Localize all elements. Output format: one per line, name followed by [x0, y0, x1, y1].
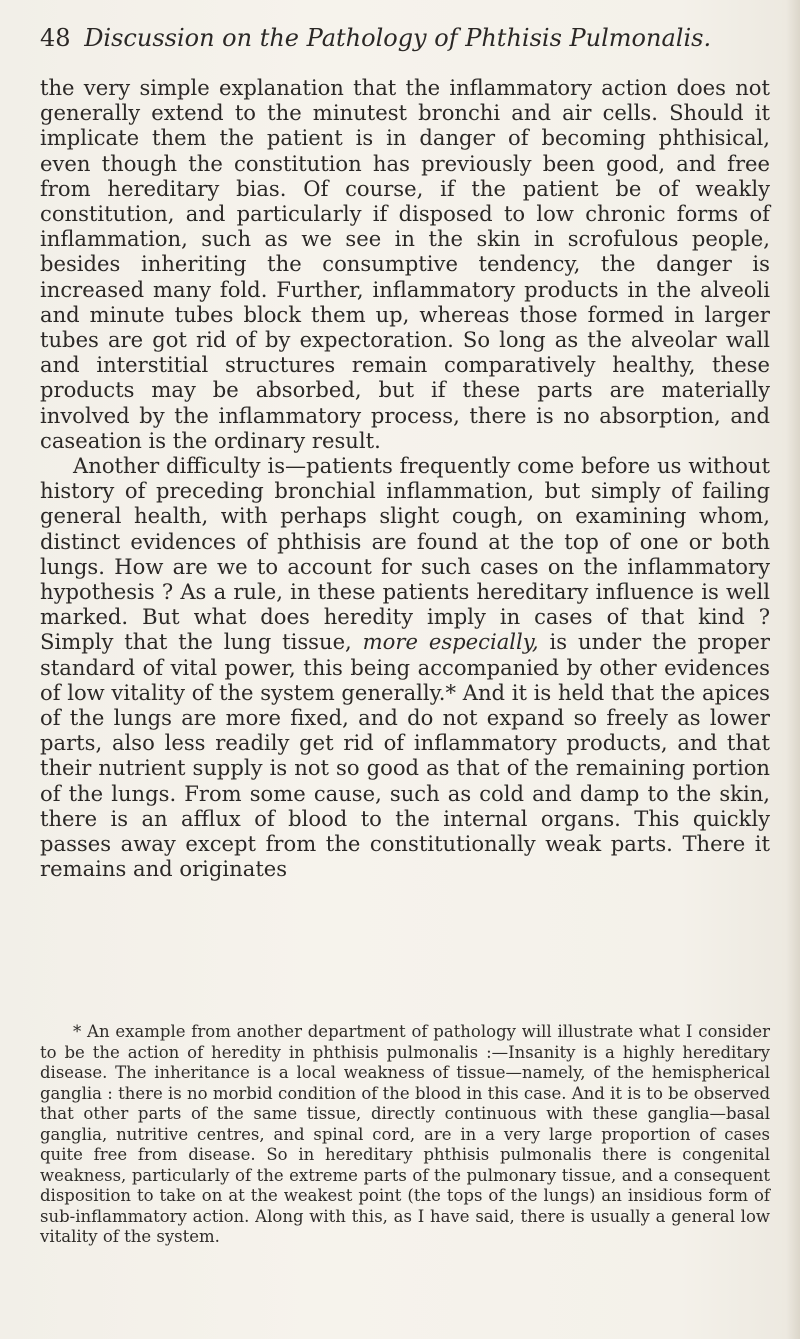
paragraph-continuation: the very simple explanation that the inflammatory action does not generally extend to the minutest bronchi and air cells. Should it implicate them the patient is in danger of becoming phthisical, even though the constitution has previously been good, and free from hereditary bias. Of course, if the patient be of weakly constitution, and particularly if disposed to low chronic forms of inflammation, such as we see in the skin in scrofulous people, besides inheriting the consumptive tendency, the danger is increased many fold. Further, inflammatory products in the alveoli and minute tubes block them up, whereas those formed in larger tubes are got rid of by expectoration. So long as the alveolar wall and interstitial structures remain comparatively healthy, these products may be absorbed, but if these parts are materially involved by the inflammatory process, there is no absorption, and caseation is the ordinary result.: [40, 75, 770, 453]
paragraph-text-part-2: is under the proper standard of vital power, this being accompanied by other evidences of low vitality of the system generally.* And it is held that the apices of the lungs are more fixed, and do not expand so freely as lower parts, also less readily get rid of inflammatory products, and that their nutrient supply is not so good as that of the remaining portion of the lungs. From some cause, such as cold and damp to the skin, there is an afflux of blood to the internal organs. This quickly passes away except from the constitutionally weak parts. There it remains and originates: [40, 629, 770, 882]
paragraph-text-part-1: Another difficulty is—patients frequently come before us without history of preceding bronchial inflammation, but simply of failing general health, with perhaps slight cough, on examining whom, distinct evidences of phthisis are found at the top of one or both lungs. How are we to account for such cases on the inflammatory hypothesis ? As a rule, in these patients hereditary influence is well marked. But what does heredity imply in cases of that kind ? Simply that the lung tissue,: [40, 453, 770, 655]
paragraph-another-difficulty: [40, 453, 770, 881]
running-title: Discussion on the Pathology of Phthisis Pulmonalis.: [84, 24, 712, 52]
page-number: 48: [40, 24, 71, 52]
footnote: [40, 1022, 770, 1248]
emphasis-more-especially: more especially,: [362, 629, 539, 655]
page-edge-shadow: [786, 0, 800, 1339]
main-text: [40, 75, 770, 882]
footnote-text: * An example from another department of pathology will illustrate what I consider to be the action of heredity in phthisis pulmonalis :—Insanity is a highly hereditary disease. The inheritance is a local weakness of tissue—namely, of the hemispherical ganglia : there is no morbid condition of the blood in this case. And it is to be observed that other parts of the same tissue, directly continuous with these ganglia—basal ganglia, nutritive centres, and spinal cord, are in a very large proportion of cases quite free from disease. So in hereditary phthisis pulmonalis there is congenital weakness, particularly of the extreme parts of the pulmonary tissue, and a consequent disposition to take on at the weakest point (the tops of the lungs) an insidious form of sub-inflammatory action. Along with this, as I have said, there is usually a general low vitality of the system.: [40, 1022, 770, 1246]
running-header: [40, 20, 770, 56]
